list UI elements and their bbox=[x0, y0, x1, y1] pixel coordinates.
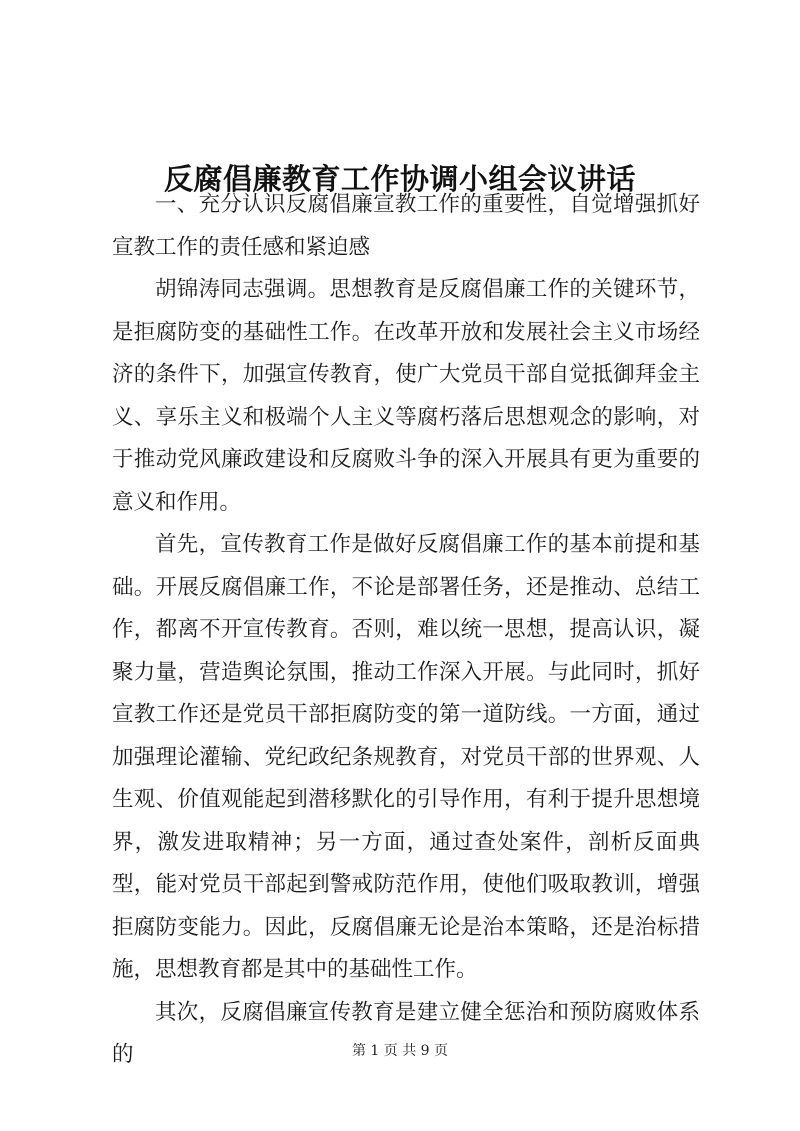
paragraph-2: 首先，宣传教育工作是做好反腐倡廉工作的基本前提和基础。开展反腐倡廉工作，不论是部署任务，还是推动、总结工作，都离不开宣传教育。否则，难以统一思想，提高认识，凝聚力量，营造舆论氛围，推动工作深入开展。与此同时，抓好宣教工作还是党员干部拒腐防变的第一道防线。一方面，通过加强理论灌输、党纪政纪条规教育，对党员干部的世界观、人生观、价值观能起到潜移默化的引导作用，有利于提升思想境界，激发进取精神；另一方面，通过查处案件，剖析反面典型，能对党员干部起到警戒防范作用，使他们吸取教训，增强拒腐防变能力。因此，反腐倡廉无论是治本策略，还是治标措施，思想教育都是其中的基础性工作。 bbox=[112, 532, 700, 982]
paragraph-section-heading: 一、充分认识反腐倡廉宣教工作的重要性，自觉增强抓好宣教工作的责任感和紧迫感 bbox=[112, 192, 700, 260]
document-body bbox=[112, 184, 700, 1077]
paragraph-1: 胡锦涛同志强调。思想教育是反腐倡廉工作的关键环节，是拒腐防变的基础性工作。在改革开放和发展社会主义市场经济的条件下，加强宣传教育，使广大党员干部自觉抵御拜金主义、享乐主义和极端个人主义等腐朽落后思想观念的影响，对于推动党风廉政建设和反腐败斗争的深入开展具有更为重要的意义和作用。 bbox=[112, 277, 700, 515]
paragraph-3: 其次，反腐倡廉宣传教育是建立健全惩治和预防腐败体系的 bbox=[112, 999, 700, 1067]
document-title: 反腐倡廉教育工作协调小组会议讲话 bbox=[163, 162, 636, 197]
page-footer: 第 1 页 共 9 页 bbox=[351, 1043, 449, 1059]
